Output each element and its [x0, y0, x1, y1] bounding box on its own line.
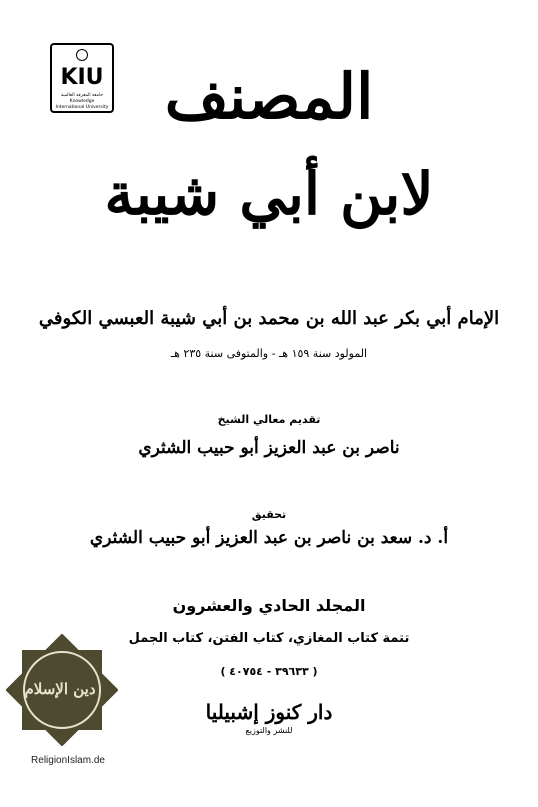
editor-name: أ. د. سعد بن ناصر بن عبد العزيز أبو حبيب الشثري — [89, 528, 449, 548]
book-title-line2: لابن أبي شيبة — [104, 160, 434, 228]
publisher-subtitle: للنشر والتوزيع — [245, 726, 293, 735]
hadith-range: ( ٣٩٦٣٣ - ٤٠٧٥٤ ) — [220, 665, 318, 678]
publisher-name: دار كنوز إشبيليا — [205, 700, 333, 724]
watermark-site: ReligionIslam.de — [31, 755, 105, 766]
introduction-author: ناصر بن عبد العزيز أبو حبيب الشثري — [138, 438, 400, 458]
publisher-logo — [190, 700, 348, 746]
logo-text: KIU — [60, 65, 104, 90]
author-name: الإمام أبي بكر عبد الله بن محمد بن أبي شيبة العبسي الكوفي — [38, 308, 500, 329]
author-dates: المولود سنة ١٥٩ هـ - والمتوفى سنة ٢٣٥ هـ — [170, 347, 368, 360]
tahqiq-label: تحقيق — [251, 508, 287, 521]
volume-contents: تتمة كتاب المغازي، كتاب الفتن، كتاب الجمل — [128, 631, 410, 646]
watermark-text: دين الإسلام — [24, 680, 96, 698]
introduction-label: تقديم معالي الشيخ — [217, 413, 321, 426]
book-title-line1: المصنف — [164, 60, 374, 133]
volume-number: المجلد الحادي والعشرون — [172, 596, 366, 615]
logo-subtitle: جامعة المعرفة العالمية Knowledge International University — [55, 93, 109, 110]
